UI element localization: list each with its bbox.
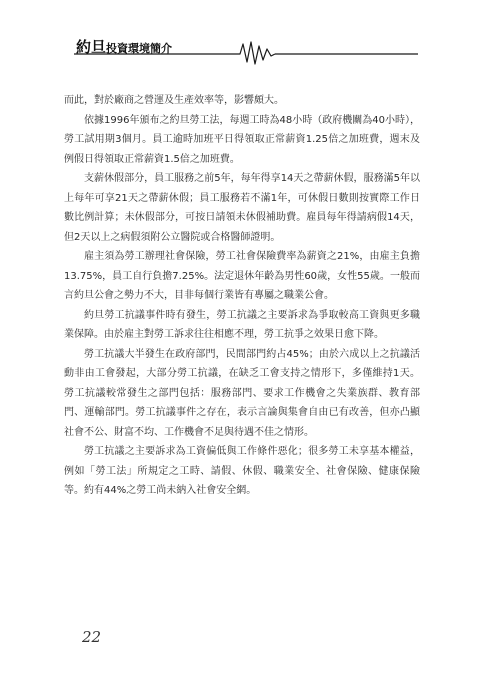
paragraph: 約旦勞工抗議事件時有發生，勞工抗議之主要訴求為爭取較高工資與更多職業保障。由於雇主對勞工訴求往往相應不理，勞工抗爭之效果日愈下降。: [64, 309, 420, 340]
header-title-subtitle: 投資環境簡介: [106, 42, 173, 55]
heartbeat-line-icon: [235, 42, 275, 64]
paragraph: 依據1996年頒布之約旦勞工法，每週工時為48小時（政府機關為40小時），勞工試用期3個月。員工逾時加班平日得領取正常薪資1.25倍之加班費，週末及例假日得領取正常薪資1.5倍之加班費。: [64, 114, 420, 165]
running-header: [0, 34, 480, 66]
paragraph: 勞工抗議之主要訴求為工資偏低與工作條件惡化；很多勞工未享基本權益，例如「勞工法」所規定之工時、請假、休假、職業安全、社會保險、健康保險等。約有44%之勞工尚未納入社會安全網。: [64, 446, 420, 496]
paragraph: 勞工抗議大半發生在政府部門，民間部門約占45%；由於六成以上之抗議活動非由工會發起，大部分勞工抗議，在缺乏工會支持之情形下，多僅維持1天。勞工抗議較常發生之部門包括：服務部門、要求工作機會之失業族群、教育部門、運輸部門。勞工抗議事件之存在，表示言論與集會自由已有改善，但亦凸顯社會不公、財富不均、工作機會不足與待遇不佳之情形。: [64, 348, 420, 438]
body-text: [64, 91, 420, 501]
paragraph: 而此，對於廠商之營運及生產效率等，影響頗大。: [64, 95, 284, 106]
header-decoration: [0, 34, 480, 66]
header-title-country: 約旦: [76, 38, 107, 56]
header-title: [76, 36, 172, 57]
paragraph: 支薪休假部分，員工服務之前5年，每年得享14天之帶薪休假，服務滿5年以上每年可享21天之帶薪休假；員工服務若不滿1年，可休假日數則按實際工作日數比例計算；未休假部分，可按日請領未休假補助費。雇員每年得請病假14天，但2天以上之病假須附公立醫院或合格醫師證明。: [64, 173, 420, 243]
paragraph: 雇主須為勞工辦理社會保險，勞工社會保險費率為薪資之21%，由雇主負擔13.75%，員工自行負擔7.25%。法定退休年齡為男性60歲，女性55歲。一般而言約旦公會之勢力不大，目非每個行業皆有專屬之職業公會。: [64, 251, 420, 301]
page-number: 22: [82, 628, 102, 646]
